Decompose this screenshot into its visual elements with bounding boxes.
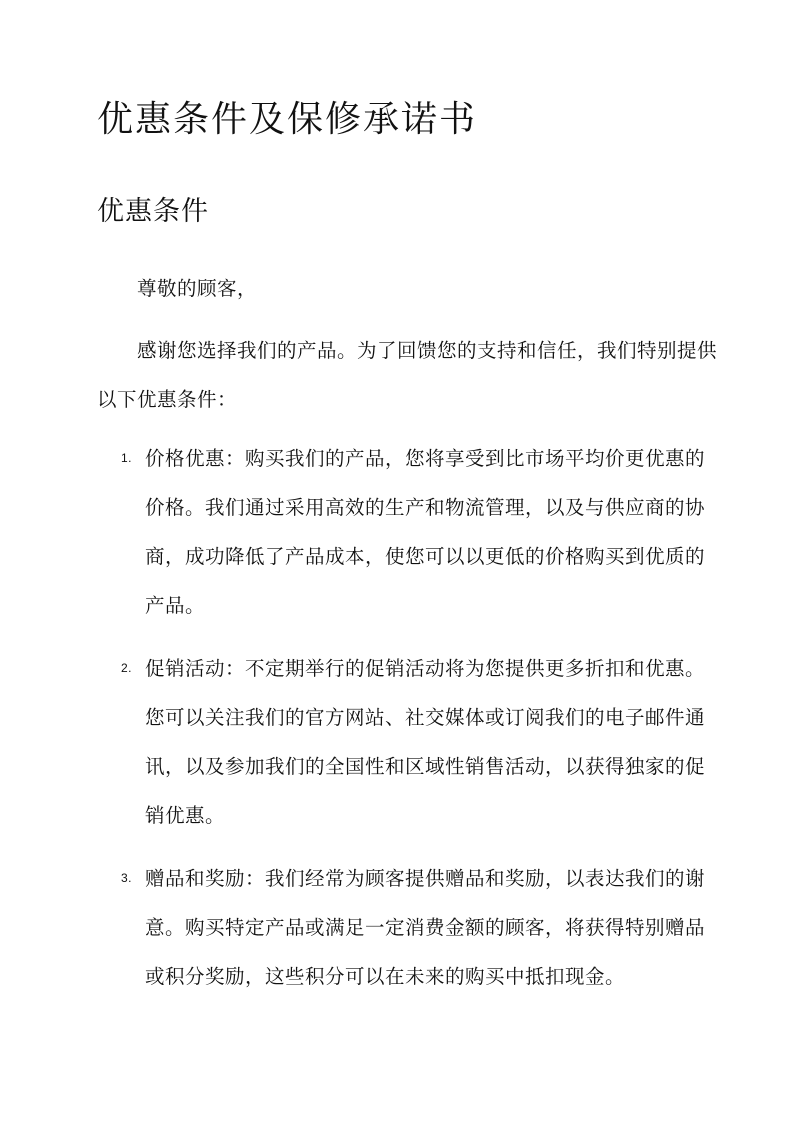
list-item [97, 434, 717, 630]
list-item [97, 854, 717, 1001]
list-item-text: 价格优惠：购买我们的产品，您将享受到比市场平均价更优惠的价格。我们通过采用高效的生产和物流管理，以及与供应商的协商，成功降低了产品成本，使您可以以更低的价格购买到优质的产品。 [145, 447, 706, 617]
list-item-number: 2. [121, 661, 133, 675]
section-title-offers: 优惠条件 [97, 196, 209, 227]
intro-paragraph: 感谢您选择我们的产品。为了回馈您的支持和信任，我们特别提供以下优惠条件： [97, 339, 718, 411]
list-item-text: 赠品和奖励：我们经常为顾客提供赠品和奖励，以表达我们的谢意。购买特定产品或满足一定消费金额的顾客，将获得特别赠品或积分奖励，这些积分可以在未来的购买中抵扣现金。 [145, 867, 706, 988]
list-item-number: 3. [121, 871, 133, 885]
list-item-number: 1. [121, 451, 133, 465]
list-item [97, 644, 717, 840]
offer-list [97, 434, 717, 1015]
document-title: 优惠条件及保修承诺书 [97, 99, 478, 140]
list-item-text: 促销活动：不定期举行的促销活动将为您提供更多折扣和优惠。您可以关注我们的官方网站、社交媒体或订阅我们的电子邮件通讯，以及参加我们的全国性和区域性销售活动，以获得独家的促销优惠。 [145, 657, 706, 827]
greeting-paragraph: 尊敬的顾客， [137, 277, 258, 300]
